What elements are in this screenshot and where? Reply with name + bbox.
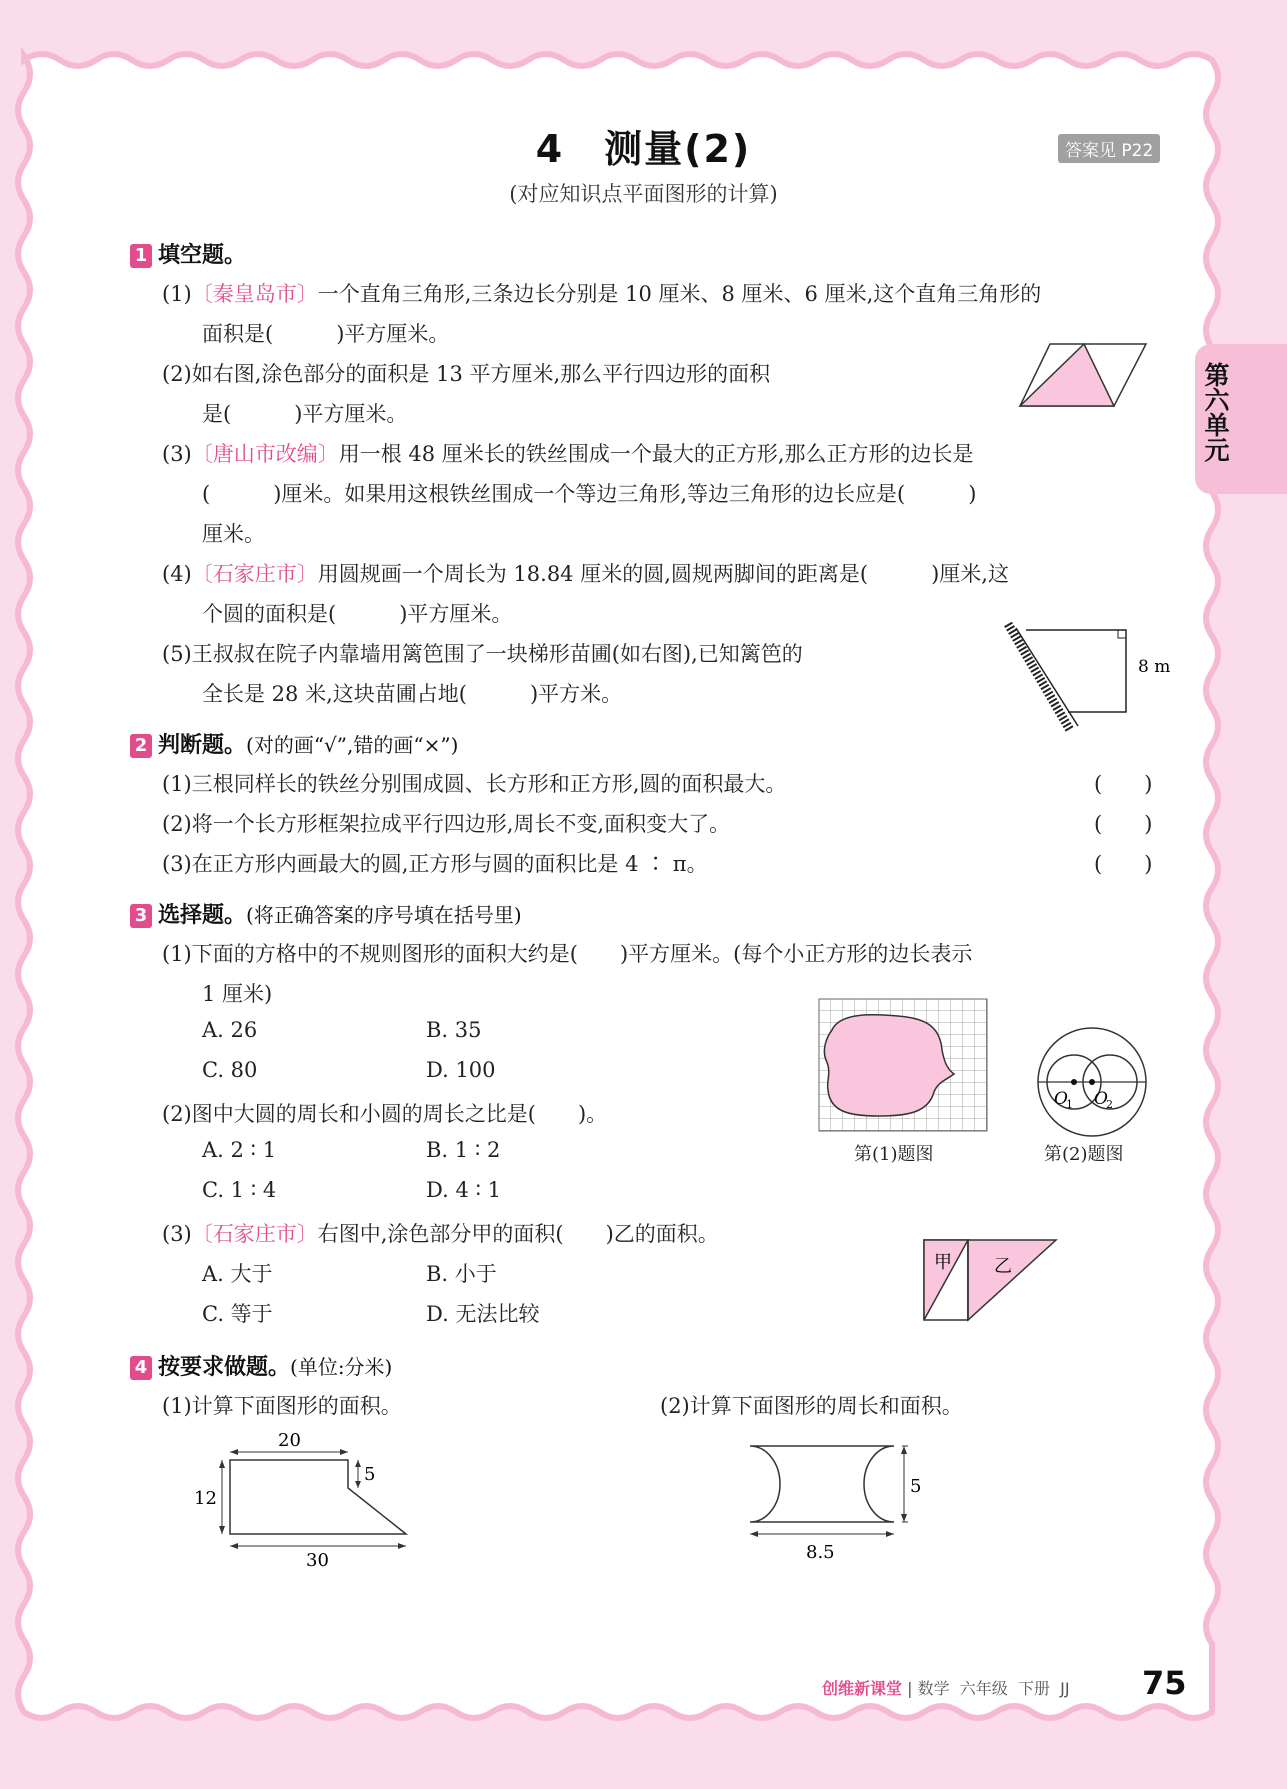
- question-number: (1): [162, 282, 192, 306]
- question-3-1-line-2: 1 厘米): [202, 982, 273, 1006]
- section-number: 2: [130, 734, 152, 758]
- source-tag: 〔秦皇岛市〕: [191, 282, 318, 306]
- section-note: (将正确答案的序号填在括号里): [246, 903, 522, 927]
- option-b[interactable]: B. 35: [426, 1018, 482, 1042]
- question-1-3-line-1: [162, 438, 974, 468]
- section-number: 3: [130, 904, 152, 928]
- section-title: 选择题。: [158, 903, 247, 928]
- question-number: (3): [162, 1222, 192, 1246]
- answer-reference-badge: 答案见 P22: [1058, 134, 1160, 163]
- option-d[interactable]: D. 100: [426, 1058, 496, 1082]
- grade: 六年级: [959, 1679, 1008, 1698]
- section-note: (对的画“√”,错的画“×”): [246, 733, 459, 757]
- answer-blank-2-1[interactable]: ( ): [1094, 772, 1153, 796]
- parallelogram-figure: [1018, 342, 1150, 410]
- question-number: (3): [162, 442, 192, 466]
- dim-width: 8.5: [806, 1542, 835, 1563]
- edition: JJ: [1060, 1679, 1070, 1698]
- question-1-4-line-2: 个圆的面积是( )平方厘米。: [202, 602, 513, 626]
- subject: 数学: [917, 1679, 950, 1698]
- option-a[interactable]: A. 大于: [202, 1262, 273, 1286]
- height-label: 8 m: [1138, 657, 1171, 677]
- section-title: 按要求做题。: [158, 1355, 291, 1380]
- circles-figure: [1034, 1024, 1150, 1140]
- option-a[interactable]: A. 26: [202, 1018, 258, 1042]
- answer-blank-2-2[interactable]: ( ): [1094, 812, 1153, 836]
- option-b[interactable]: B. 小于: [426, 1262, 497, 1286]
- dim-notch: 5: [364, 1464, 376, 1485]
- label-yi: 乙: [994, 1256, 1012, 1277]
- composite-shape: [230, 1460, 406, 1534]
- question-4-1: (1)计算下面图形的面积。: [162, 1394, 402, 1418]
- section-3-heading: [130, 898, 522, 929]
- question-3-3: [162, 1218, 719, 1248]
- label-jia: 甲: [934, 1252, 952, 1273]
- question-1-1-line-2: 面积是( )平方厘米。: [202, 322, 450, 346]
- unit-tab-label: 第六单元: [1201, 362, 1230, 462]
- page-title: 4 测量(2): [535, 127, 752, 171]
- question-4-2: (2)计算下面图形的周长和面积。: [660, 1394, 963, 1418]
- brand-name: 创维新课堂: [822, 1679, 903, 1698]
- question-2-3: (3)在正方形内画最大的圆,正方形与圆的面积比是 4 ∶ π。: [162, 852, 708, 876]
- dim-height: 5: [910, 1476, 922, 1497]
- concave-shape: [750, 1446, 894, 1522]
- question-1-2-line-1: (2)如右图,涂色部分的面积是 13 平方厘米,那么平行四边形的面积: [162, 362, 771, 386]
- option-d[interactable]: D. 无法比较: [426, 1302, 540, 1326]
- figure-1-caption: 第(1)题图: [854, 1144, 934, 1165]
- label-o1: O: [1054, 1089, 1068, 1109]
- dim-bottom: 30: [306, 1550, 329, 1568]
- source-tag: 〔石家庄市〕: [191, 1222, 318, 1246]
- question-1-3-line-2: ( )厘米。如果用这根铁丝围成一个等边三角形,等边三角形的边长应是( ): [202, 482, 977, 506]
- figure-2-caption: 第(2)题图: [1044, 1144, 1124, 1165]
- question-number: (4): [162, 562, 192, 586]
- option-c[interactable]: C. 1 ∶ 4: [202, 1178, 277, 1202]
- question-1-5-line-2: 全长是 28 米,这块苗圃占地( )平方米。: [202, 682, 623, 706]
- option-b[interactable]: B. 1 ∶ 2: [426, 1138, 501, 1162]
- question-text: 用圆规画一个周长为 18.84 厘米的圆,圆规两脚间的距离是( )厘米,这: [317, 562, 1009, 586]
- section-number: 4: [130, 1356, 152, 1380]
- wall-hatch: [1008, 624, 1070, 730]
- label-o2-subscript: 2: [1106, 1098, 1113, 1111]
- question-1-2-line-2: 是( )平方厘米。: [202, 402, 408, 426]
- option-c[interactable]: C. 80: [202, 1058, 258, 1082]
- section-note: (单位:分米): [290, 1355, 393, 1379]
- question-text: 用一根 48 厘米长的铁丝围成一个最大的正方形,那么正方形的边长是: [338, 442, 974, 466]
- question-text: 右图中,涂色部分甲的面积( )乙的面积。: [317, 1222, 719, 1246]
- question-1-3-line-3: 厘米。: [202, 522, 265, 546]
- dim-left: 12: [194, 1488, 217, 1509]
- question-3-2: (2)图中大圆的周长和小圆的周长之比是( )。: [162, 1102, 608, 1126]
- region-yi: [968, 1240, 1056, 1320]
- question-3-1-line-1: (1)下面的方格中的不规则图形的面积大约是( )平方厘米。(每个小正方形的边长表示: [162, 942, 973, 966]
- trapezoid-garden-figure: [1004, 620, 1184, 736]
- page-number: 75: [1142, 1664, 1187, 1702]
- option-c[interactable]: C. 等于: [202, 1302, 273, 1326]
- question-1-4-line-1: [162, 558, 1009, 588]
- footer-brand: 创维新课堂 | 数学 六年级 下册 JJ: [822, 1679, 1070, 1698]
- section-2-heading: [130, 728, 458, 759]
- composite-area-figure: [186, 1428, 416, 1568]
- section-1-heading: [130, 238, 246, 269]
- answer-blank-2-3[interactable]: ( ): [1094, 852, 1153, 876]
- question-1-1-line-1: [162, 278, 1041, 308]
- section-title: 填空题。: [158, 243, 247, 268]
- section-number: 1: [130, 244, 152, 268]
- volume: 下册: [1017, 1679, 1050, 1698]
- option-d[interactable]: D. 4 ∶ 1: [426, 1178, 501, 1202]
- question-1-5-line-1: (5)王叔叔在院子内靠墙用篱笆围了一块梯形苗圃(如右图),已知篱笆的: [162, 642, 803, 666]
- section-4-heading: [130, 1350, 392, 1381]
- source-tag: 〔唐山市改编〕: [191, 442, 339, 466]
- page-subtitle: (对应知识点平面图形的计算): [509, 182, 778, 206]
- question-text: 一个直角三角形,三条边长分别是 10 厘米、8 厘米、6 厘米,这个直角三角形的: [317, 282, 1042, 306]
- question-2-1: (1)三根同样长的铁丝分别围成圆、长方形和正方形,圆的面积最大。: [162, 772, 787, 796]
- label-o1-subscript: 1: [1066, 1098, 1073, 1111]
- dim-top: 20: [278, 1430, 301, 1451]
- question-2-2: (2)将一个长方形框架拉成平行四边形,周长不变,面积变大了。: [162, 812, 731, 836]
- jia-yi-figure: [920, 1236, 1060, 1324]
- option-a[interactable]: A. 2 ∶ 1: [202, 1138, 277, 1162]
- section-title: 判断题。: [158, 733, 247, 758]
- concave-shape-figure: [744, 1440, 944, 1568]
- label-o2: O: [1094, 1089, 1108, 1109]
- fence-outline: [1026, 630, 1126, 712]
- source-tag: 〔石家庄市〕: [191, 562, 318, 586]
- grid-irregular-shape-figure: [818, 998, 988, 1132]
